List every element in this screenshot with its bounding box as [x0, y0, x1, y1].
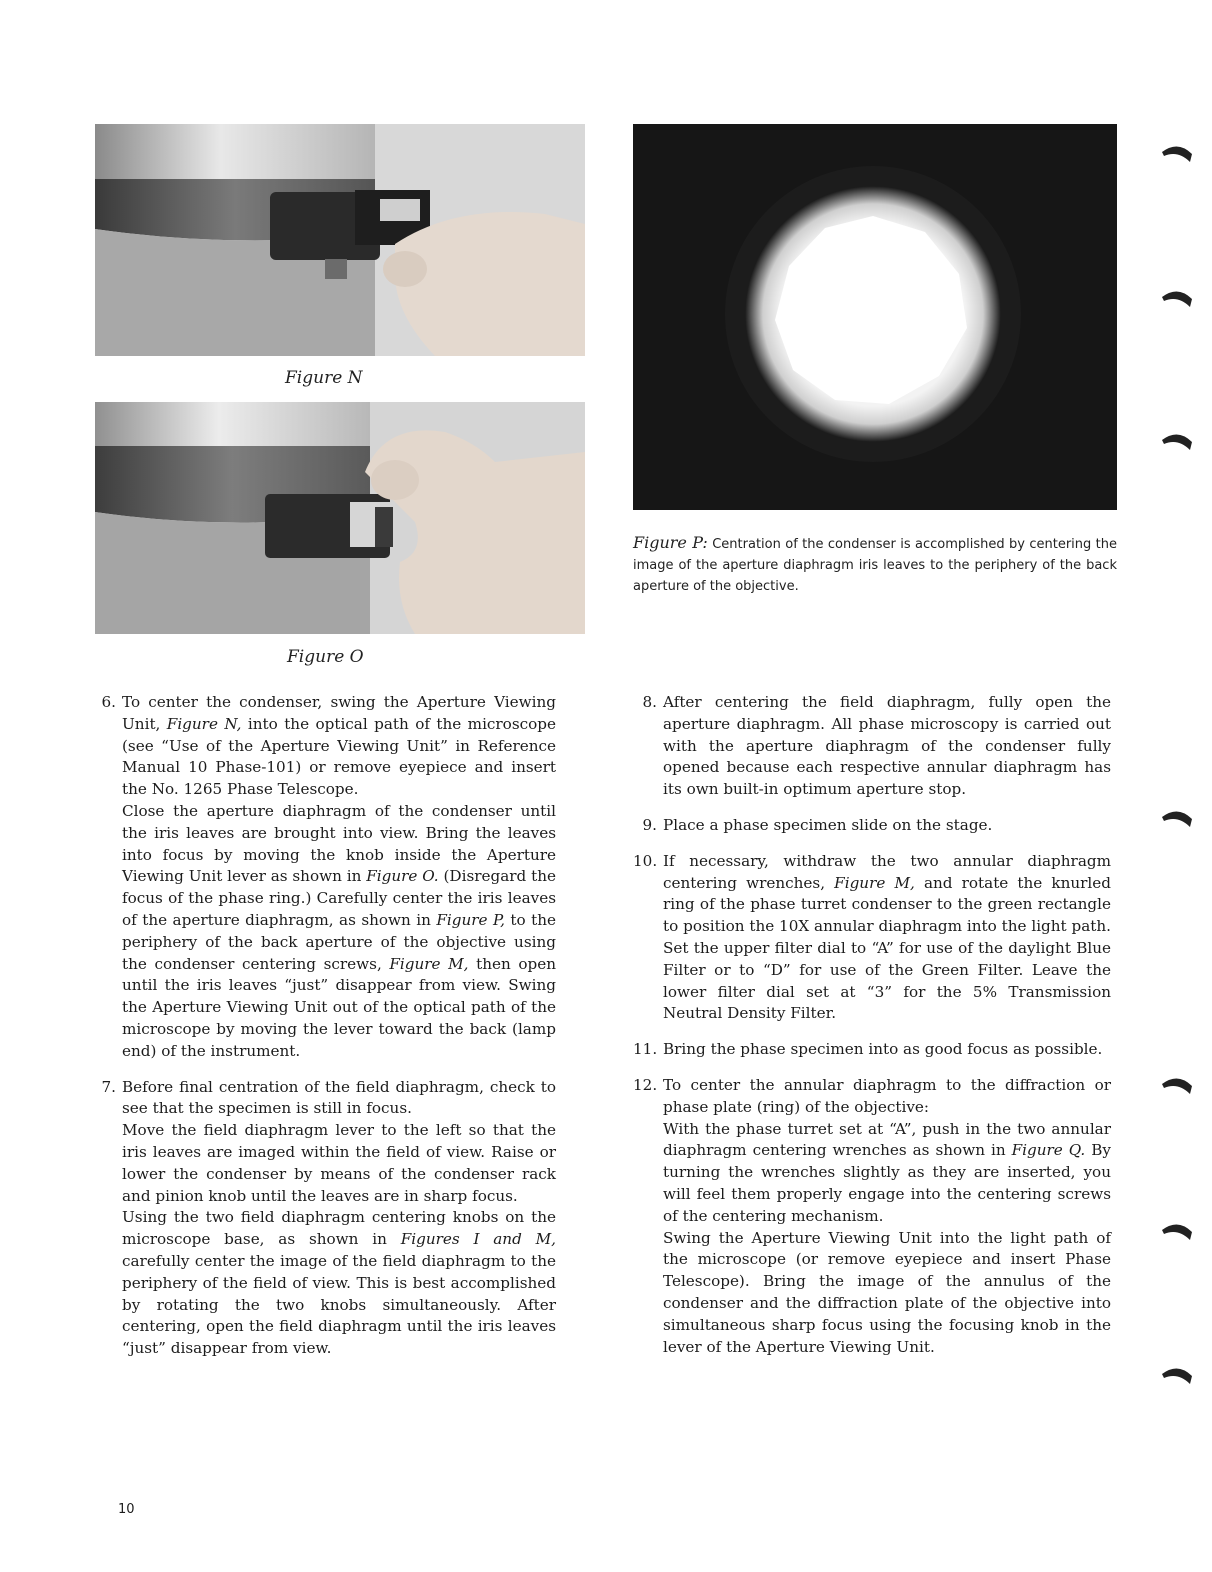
figure-p-photo	[633, 124, 1117, 510]
page-number: 10	[118, 1502, 135, 1517]
step-paragraph	[122, 1207, 556, 1360]
step-6	[92, 692, 556, 1063]
binder-mark-icon	[1160, 1218, 1196, 1258]
text: to the periphery of the back aperture of the objective using the condenser centering screws,	[122, 910, 556, 973]
step-paragraph: Bring the phase specimen into as good focus as possible.	[663, 1040, 1103, 1059]
step-7	[92, 1077, 556, 1360]
text: (Disregard the focus of the phase ring.) Carefully center the iris leaves of the aperture diaphragm, as shown in	[122, 867, 556, 929]
figure-p-caption	[633, 532, 1117, 597]
binder-mark-icon	[1160, 805, 1196, 845]
step-10	[633, 851, 1111, 1025]
step-paragraph: Move the field diaphragm lever to the left so that the iris leaves are imaged within the field of view. Raise or lower the condenser by means of the condenser rack and pinion knob until the leaves are in sharp focus.	[122, 1121, 556, 1205]
figure-reference: Figure O.	[366, 867, 439, 886]
figure-p-caption-text: Centration of the condenser is accomplished by centering the image of the aperture diaphragm iris leaves to the periphery of the back aperture of the objective.	[633, 537, 1118, 594]
binder-mark-icon	[1160, 428, 1196, 468]
step-number: 6.	[101, 693, 116, 711]
step-number: 11.	[633, 1040, 658, 1059]
figure-p-label: Figure P:	[633, 533, 708, 552]
step-paragraph: Swing the Aperture Viewing Unit into the light path of the microscope (or remove eyepiece and insert Phase Telescope). Bring the image of the annulus of the condenser and the diffraction plate of the objective into simultaneous sharp focus using the focusing knob in the lever of the Aperture Viewing Unit.	[663, 1228, 1111, 1356]
step-paragraph	[122, 801, 556, 1063]
step-paragraph: After centering the field diaphragm, fully open the aperture diaphragm. All phase microscopy is carried out with the aperture diaphragm of the condenser fully opened because each respective annular diaphragm has its own built-in optimum aperture stop.	[663, 693, 1111, 799]
binder-mark-icon	[1160, 1362, 1196, 1402]
text: If necessary, withdraw the two annular diaphragm centering wrenches,	[663, 851, 1111, 892]
step-number: 8.	[642, 693, 657, 711]
left-column	[92, 692, 556, 1374]
step-8	[633, 692, 1111, 801]
step-number: 7.	[101, 1077, 116, 1096]
step-paragraph: To center the annular diaphragm to the diffraction or phase plate (ring) of the objective:	[663, 1075, 1111, 1116]
step-11	[633, 1039, 1111, 1061]
figure-reference: Figure M,	[389, 954, 469, 973]
step-12	[633, 1075, 1111, 1358]
right-column	[633, 692, 1111, 1372]
binder-mark-icon	[1160, 1072, 1196, 1112]
figure-reference: Figure P,	[436, 910, 505, 929]
text: then open until the iris leaves “just” disappear from view. Swing the Aperture Viewing Unit out of the optical path of the microscope by moving the lever toward the back (lamp end) of the instrument.	[122, 954, 556, 1060]
text: To center the condenser, swing the Aperture Viewing Unit,	[122, 693, 556, 733]
figure-o-caption: Figure O	[287, 647, 364, 667]
figure-reference: Figure M,	[834, 873, 915, 892]
step-paragraph	[663, 851, 1111, 1025]
step-number: 9.	[642, 815, 657, 834]
binder-mark-icon	[1160, 140, 1196, 180]
figure-reference: Figure N,	[166, 714, 242, 733]
figure-reference: Figures I and M,	[400, 1230, 556, 1249]
text: By turning the wrenches slightly as they are inserted, you will feel them properly engage into the centering screws of the centering mechanism.	[663, 1141, 1111, 1225]
figure-o-photo	[95, 402, 585, 634]
step-9	[633, 815, 1111, 837]
figure-n-caption: Figure N	[285, 368, 363, 388]
text: into the optical path of the microscope (see “Use of the Aperture Viewing Unit” in Reference Manual 10 Phase-101) or remove eyepiece and insert the No. 1265 Phase Telescope.	[122, 714, 556, 799]
step-paragraph	[122, 692, 556, 801]
step-number: 12.	[633, 1075, 658, 1094]
step-paragraph	[663, 1119, 1111, 1228]
binder-mark-icon	[1160, 285, 1196, 325]
text: and rotate the knurled ring of the phase turret condenser to the green rectangle to position the 10X annular diaphragm into the light path. Set the upper filter dial to “A” for use of the daylight Blue Filter or to “D” for use of the Green Filter. Leave the lower filter dial set at “3” for the 5% Transmission Neutral Density Filter.	[663, 873, 1111, 1023]
text: Close the aperture diaphragm of the condenser until the iris leaves are brought into view. Bring the leaves into focus by moving the knob inside the Aperture Viewing Unit lever as shown in	[122, 801, 556, 886]
text: With the phase turret set at “A”, push in the two annular diaphragm centering wrenches as shown in	[663, 1119, 1111, 1160]
step-paragraph: Place a phase specimen slide on the stage.	[663, 815, 993, 834]
figure-reference: Figure Q.	[1011, 1141, 1086, 1160]
step-paragraph: Before final centration of the field diaphragm, check to see that the specimen is still in focus.	[122, 1077, 556, 1118]
text: Using the two field diaphragm centering knobs on the microscope base, as shown in	[122, 1208, 556, 1249]
step-number: 10.	[633, 851, 658, 870]
text: carefully center the image of the field diaphragm to the periphery of the field of view. This is best accomplished by rotating the two knobs simultaneously. After centering, open the field diaphragm until the iris leaves “just” disappear from view.	[122, 1251, 556, 1358]
figure-n-photo	[95, 124, 585, 356]
